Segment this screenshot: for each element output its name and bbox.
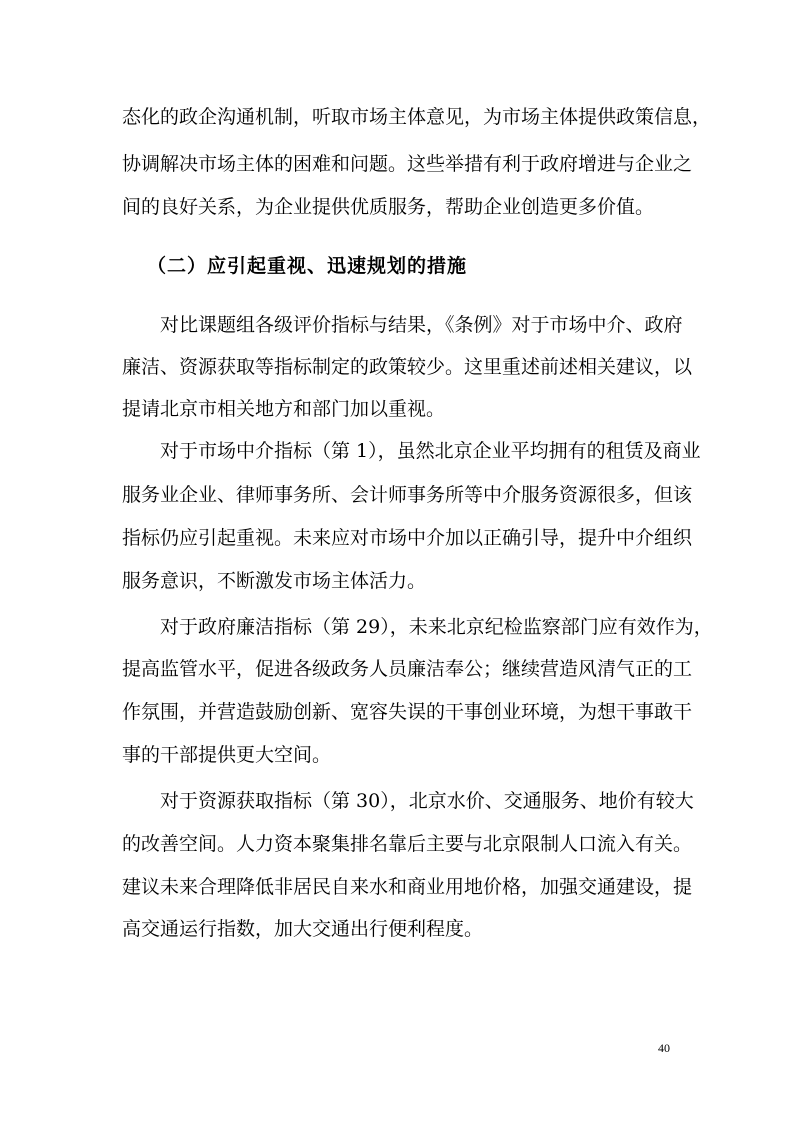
paragraph-3-line-3: 指标仍应引起重视。未来应对市场中介加以正确引导，提升中介组织 <box>122 527 693 549</box>
paragraph-2-line-2: 廉洁、资源获取等指标制定的政策较少。这里重述前述相关建议，以 <box>122 356 693 378</box>
page-number: 40 <box>658 1041 670 1055</box>
paragraph-4-line-2: 提高监管水平，促进各级政务人员廉洁奉公；继续营造风清气正的工 <box>122 658 693 680</box>
paragraph-3-line-1: 对于市场中介指标（第 1），虽然北京企业平均拥有的租赁及商业 <box>160 440 701 462</box>
paragraph-5-line-2: 的改善空间。人力资本聚集排名靠后主要与北京限制人口流入有关。 <box>122 833 693 855</box>
paragraph-4-line-3: 作氛围，并营造鼓励创新、宽容失误的干事创业环境，为想干事敢干 <box>122 701 693 723</box>
paragraph-2-line-3: 提请北京市相关地方和部门加以重视。 <box>122 398 446 420</box>
paragraph-4-line-1: 对于政府廉洁指标（第 29），未来北京纪检监察部门应有效作为， <box>160 616 713 638</box>
paragraph-5-line-1: 对于资源获取指标（第 30），北京水价、交通服务、地价有较大 <box>160 790 694 812</box>
paragraph-5-line-4: 高交通运行指数，加大交通出行便利程度。 <box>122 918 484 940</box>
section-heading: （二）应引起重视、迅速规划的措施 <box>147 255 468 277</box>
paragraph-3-line-2: 服务业企业、律师事务所、会计师事务所等中介服务资源很多，但该 <box>122 484 693 506</box>
paragraph-1-line-3: 间的良好关系，为企业提供优质服务，帮助企业创造更多价值。 <box>122 196 655 218</box>
paragraph-1-line-1: 态化的政企沟通机制，听取市场主体意见，为市场主体提供政策信息， <box>122 106 712 128</box>
paragraph-1-line-2: 协调解决市场主体的困难和问题。这些举措有利于政府增进与企业之 <box>122 153 693 175</box>
paragraph-2-line-1: 对比课题组各级评价指标与结果，《条例》对于市场中介、政府 <box>160 314 683 336</box>
paragraph-5-line-3: 建议未来合理降低非居民自来水和商业用地价格，加强交通建设，提 <box>122 876 693 898</box>
paragraph-3-line-4: 服务意识，不断激发市场主体活力。 <box>122 570 427 592</box>
paragraph-4-line-4: 事的干部提供更大空间。 <box>122 744 332 766</box>
